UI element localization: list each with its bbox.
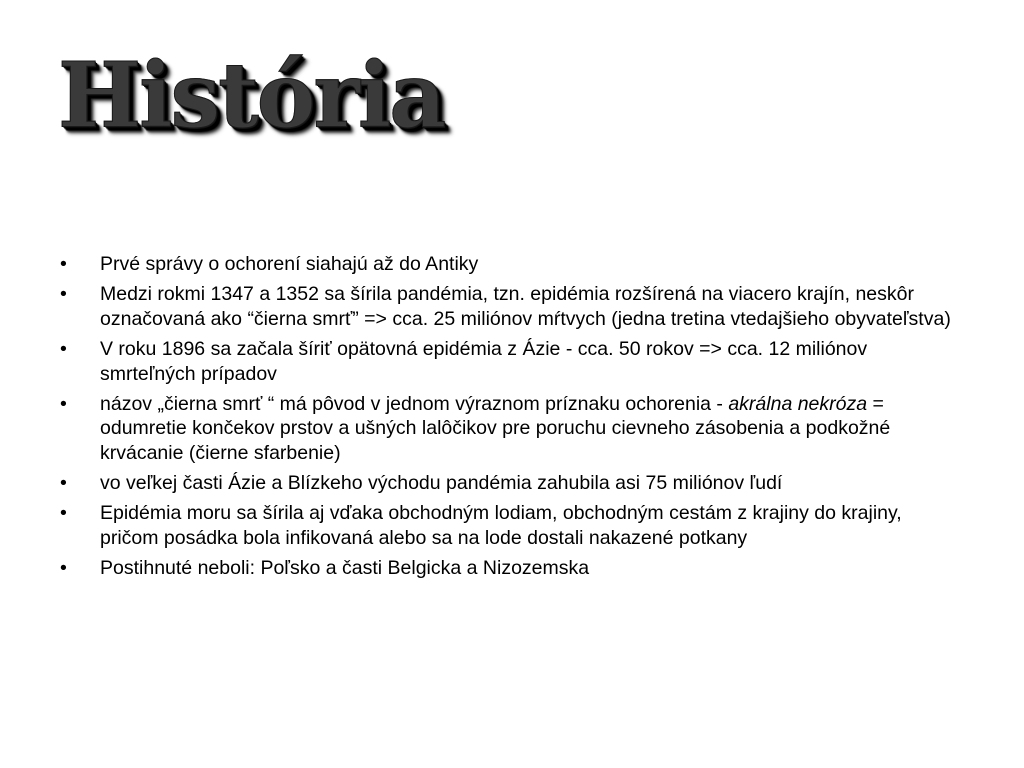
bullet-dot: • xyxy=(60,253,67,275)
slide-title-text: História xyxy=(58,41,445,148)
bullet-text: V roku 1896 sa začala šíriť opätovná epidémia z Ázie - cca. 50 rokov => cca. 12 miliónov smrteľných prípadov xyxy=(100,338,868,385)
bullet-dot: • xyxy=(60,338,67,361)
bullet-text-after: = odumretie končekov prstov a ušných lalôčikov pre poruchu cievneho zásobenia a podkožné krvácanie (čierne sfarbenie) xyxy=(100,392,891,464)
bullet-text: vo veľkej časti Ázie a Blízkeho východu pandémia zahubila asi 75 miliónov ľudí xyxy=(100,472,783,494)
bullet-item xyxy=(60,392,965,465)
bullet-text: Postihnuté neboli: Poľsko a časti Belgicka a Nizozemska xyxy=(100,557,590,580)
bullet-text xyxy=(100,393,890,464)
bullet-dot: • xyxy=(60,392,67,415)
bullet-text: Epidémia moru sa šírila aj vďaka obchodným lodiam, obchodným cestám z krajiny do krajiny, pričom posádka bola infikovaná alebo sa na lode dostali nakazené potkany xyxy=(100,502,902,549)
bullet-dot: • xyxy=(60,472,67,494)
bullet-item xyxy=(60,282,965,331)
bullet-item xyxy=(60,471,965,495)
bullet-text-before: názov „čierna smrť “ má pôvod v jednom výraznom príznaku ochorenia - xyxy=(100,392,729,415)
bullet-item xyxy=(60,252,965,276)
slide-title xyxy=(58,41,445,148)
bullet-item xyxy=(60,556,965,580)
bullet-list xyxy=(60,252,965,587)
bullet-text: Prvé správy o ochorení siahajú až do Antiky xyxy=(100,253,479,275)
bullet-dot: • xyxy=(60,502,67,525)
bullet-text: Medzi rokmi 1347 a 1352 sa šírila pandémia, tzn. epidémia rozšírená na viacero krajín, neskôr označovaná ako “čierna smrť” => cca. 25 miliónov mŕtvych (jedna tretina vtedajšieho obyvateľstva) xyxy=(100,283,951,330)
bullet-item xyxy=(60,337,965,386)
bullet-dot: • xyxy=(60,283,67,306)
bullet-dot: • xyxy=(60,557,67,580)
bullet-text-italic: akrálna nekróza xyxy=(728,392,868,415)
bullet-item xyxy=(60,501,965,550)
